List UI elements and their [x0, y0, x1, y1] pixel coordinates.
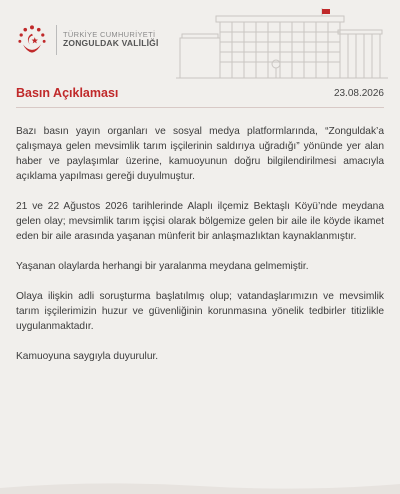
paragraph: Kamuoyuna saygıyla duyurulur. [16, 351, 159, 362]
letterhead [0, 0, 400, 80]
paragraph: Yaşanan olaylarda herhangi bir yaralanma meydana gelmemiştir. [16, 261, 309, 272]
governorship-building-icon [176, 8, 388, 80]
title-divider [16, 107, 384, 108]
organization-name [63, 31, 159, 49]
logo-divider [56, 25, 57, 55]
paragraph: Olaya ilişkin adli soruşturma başlatılmış olup; vatandaşlarımızın ve mevsimlik tarım işçilerimizin huzur ve güvenliğinin korunmasına yönelik tedbirler titizlikle uygulanmaktadır. [16, 291, 384, 332]
page-title: Basın Açıklaması [16, 86, 119, 100]
org-name-line2: ZONGULDAK VALİLİĞİ [63, 38, 159, 49]
paragraph: Bazı basın yayın organları ve sosyal medya platformlarında, “Zonguldak’a çalışmaya gelen mevsimlik tarım işçilerinin saldırıya uğradığı” yönünde yer alan haber ve paylaşımlar üzerine, kamuoyunun doğru bilgilendirilmesi amacıyla açıklama yapılması gereği duyulmuştur. [16, 126, 384, 182]
statement-date: 23.08.2026 [333, 88, 384, 99]
statement-body [16, 124, 384, 379]
paragraph: 21 ve 22 Ağustos 2026 tarihlerinde Alaplı ilçemiz Bektaşlı Köyü’nde meydana gelen olay; mevsimlik tarım işçisi olarak bölgemize gelen bir aile ile köyde ikamet eden bir aile arasında yaşanan münferit bir anlaşmazlıktan kaynaklanmıştır. [16, 201, 384, 242]
turkish-governorship-emblem-icon [14, 22, 50, 58]
statement-header [16, 82, 384, 108]
governorship-logo [14, 18, 174, 62]
footer-pattern [0, 470, 400, 494]
org-name-line1: TÜRKİYE CUMHURİYETİ [63, 29, 156, 39]
